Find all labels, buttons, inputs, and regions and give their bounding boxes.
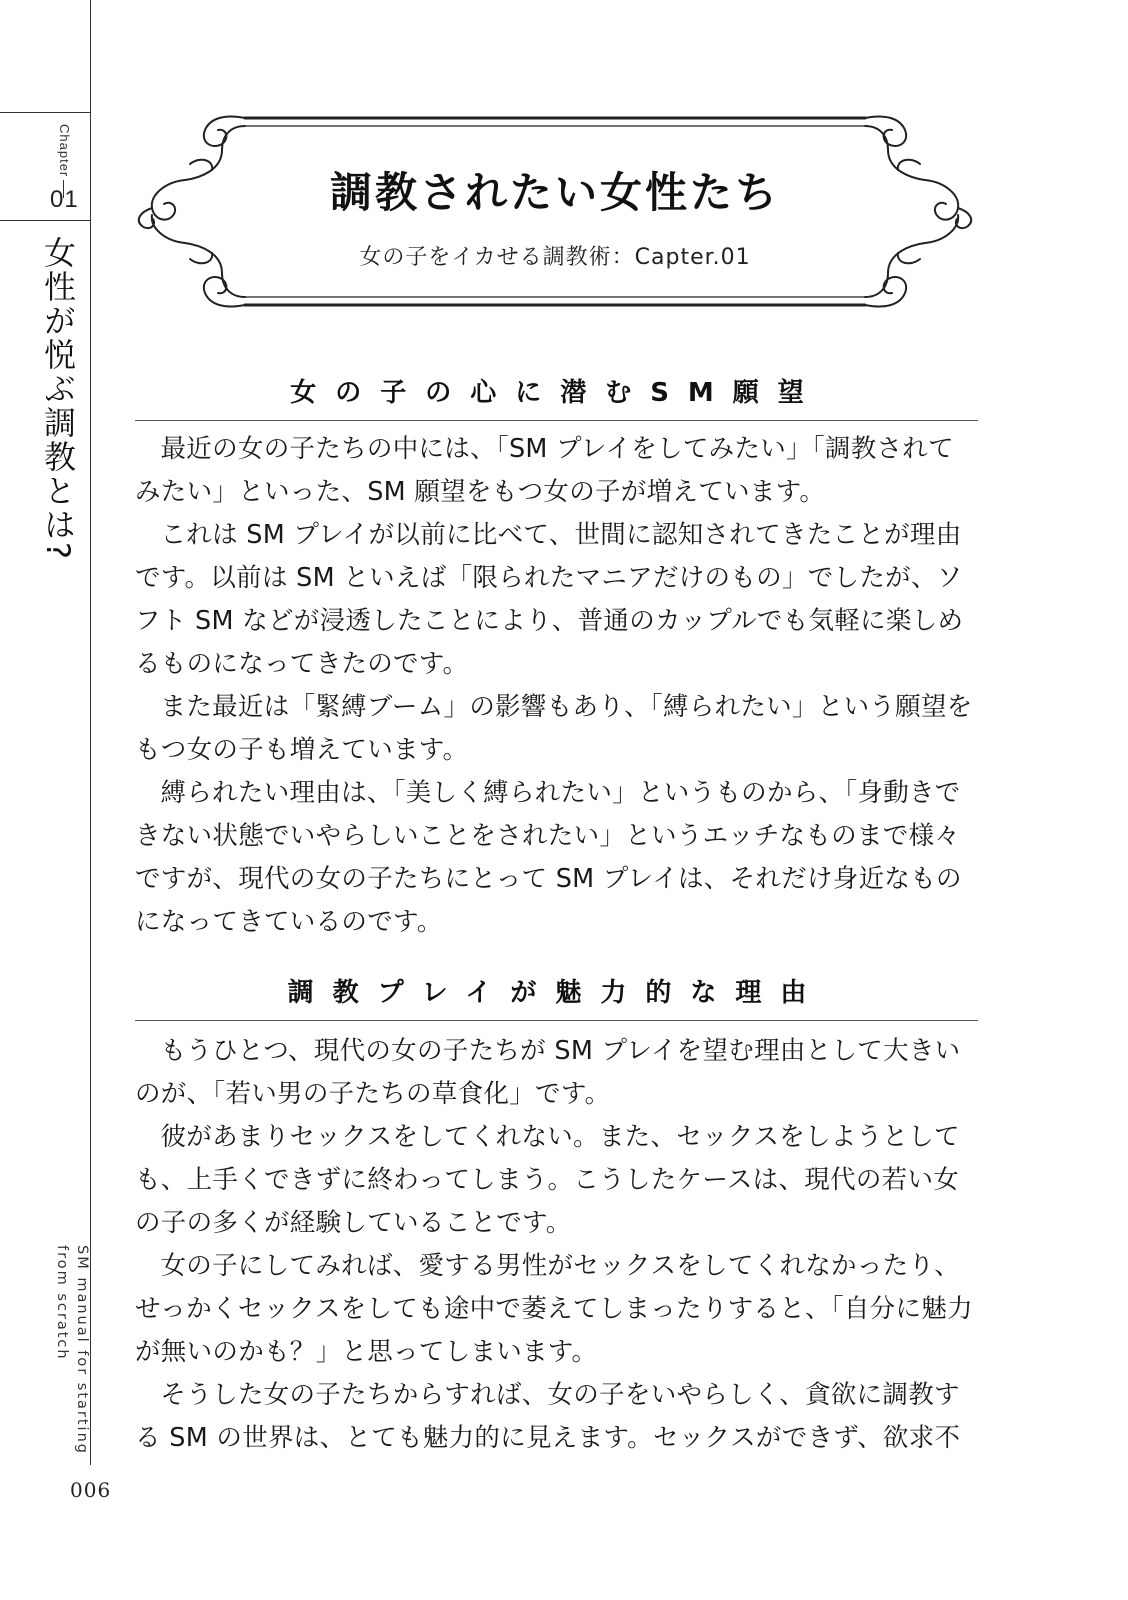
- vertical-english-caption: SM manual for starting from scratch: [54, 1245, 90, 1455]
- section-body-2: [135, 1030, 978, 1460]
- paragraph: 彼があまりセックスをしてくれない。また、セックスをしようとしても、上手くできずに終わってしまう。こうしたケースは、現代の若い女の子の多くが経験していることです。: [135, 1122, 960, 1238]
- paragraph: そうした女の子たちからすれば、女の子をいやらしく、貪欲に調教する SM の世界は、とても魅力的に見えます。セックスができず、欲求不: [135, 1380, 961, 1453]
- section-heading-2: 調教プレイが魅力的な理由: [287, 978, 826, 1008]
- paragraph: また最近は「緊縛ブーム」の影響もあり、「縛られたい」という願望をもつ女の子も増えています。: [135, 692, 973, 765]
- vertical-chapter-title: 女性が悦ぶ調教とは?: [39, 236, 77, 561]
- section-rule-2: [135, 1020, 978, 1021]
- chapter-label: Chapter: [57, 124, 72, 178]
- paragraph: 縛られたい理由は、「美しく縛られたい」というものから、「身動きできない状態でいやらしいことをされたい」というエッチなものまで様々ですが、現代の女の子たちにとって SM プレイは、それだけ身近なものになってきているのです。: [135, 778, 962, 937]
- section-heading-1: 女の子の心に潜むSM願望: [290, 378, 823, 408]
- paragraph: もうひとつ、現代の女の子たちが SM プレイを望む理由として大きいのが、「若い男の子たちの草食化」です。: [135, 1036, 961, 1109]
- page-subtitle: 女の子をイカせる調教術：Capter.01: [359, 245, 751, 270]
- page-number: 006: [70, 1478, 112, 1502]
- section-rule-1: [135, 420, 978, 421]
- chapter-bottom-rule: [0, 220, 90, 221]
- paragraph: これは SM プレイが以前に比べて、世間に認知されてきたことが理由です。以前は SM といえば「限られたマニアだけのもの」でしたが、ソフト SM などが浸透したことにより、普通のカップルでも気軽に楽しめるものになってきたのです。: [135, 520, 964, 679]
- paragraph: 女の子にしてみれば、愛する男性がセックスをしてくれなかったり、せっかくセックスをしても途中で萎えてしまったりすると、「自分に魅力が無いのかも？」と思ってしまいます。: [135, 1251, 973, 1367]
- chapter-number: 01: [50, 186, 79, 213]
- page-title: 調教されたい女性たち: [329, 168, 780, 217]
- paragraph: 最近の女の子たちの中には、「SM プレイをしてみたい」「調教されてみたい」といった、SM 願望をもつ女の子が増えています。: [135, 434, 954, 507]
- chapter-top-rule: [0, 112, 90, 113]
- section-body-1: [135, 428, 978, 944]
